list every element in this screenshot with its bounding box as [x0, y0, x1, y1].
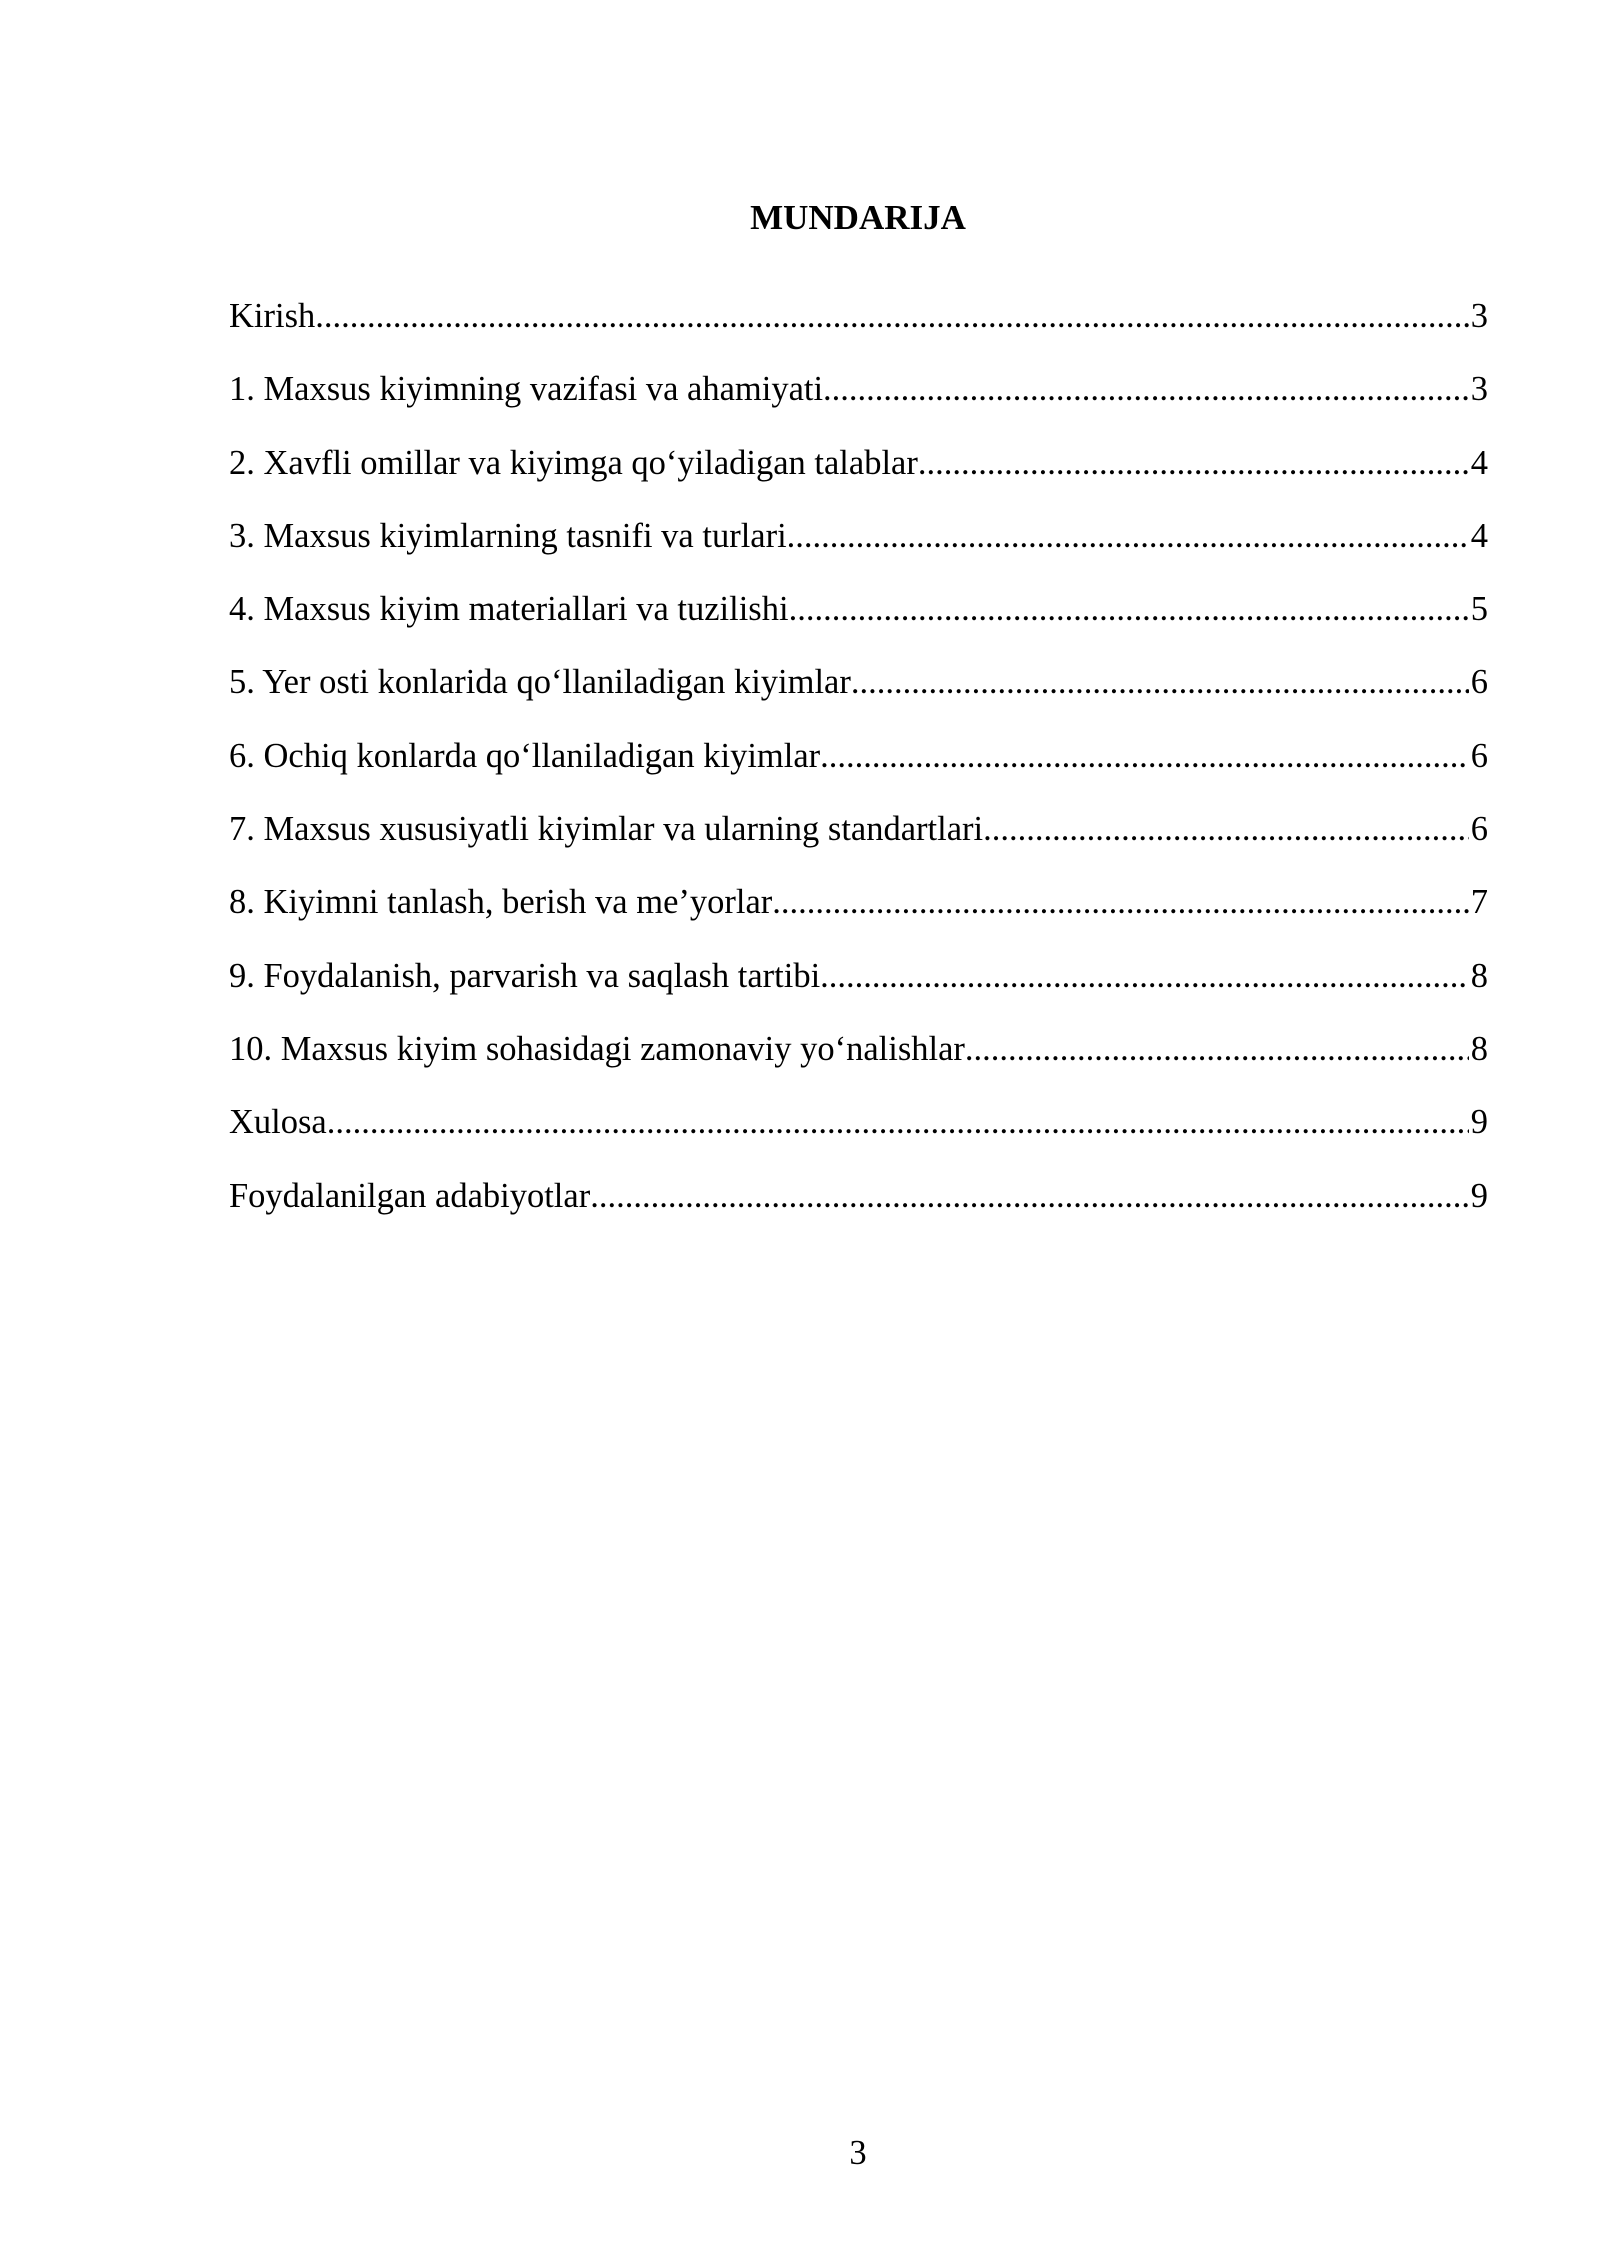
toc-entry-label: Xulosa: [229, 1103, 327, 1142]
toc-entry: [229, 954, 1488, 1027]
toc-entry-page: 9: [1470, 1176, 1488, 1215]
page-number: 3: [849, 2134, 867, 2172]
toc-entry-label: 8. Kiyimni tanlash, berish va me’yorlar: [229, 883, 773, 922]
toc-dot-leader: [965, 1027, 1469, 1071]
toc-entry: [229, 441, 1488, 514]
toc-dot-leader: [918, 441, 1469, 485]
toc-entry-label: 1. Maxsus kiyimning vazifasi va ahamiyati: [229, 370, 824, 409]
toc-entry: [229, 1100, 1488, 1173]
toc-entry-label: 9. Foydalanish, parvarish va saqlash tartibi: [229, 956, 821, 995]
toc-entry: [229, 660, 1488, 733]
toc-entry-label: 2. Xavfli omillar va kiyimga qo‘yiladigan talablar: [229, 443, 918, 482]
toc-entry: [229, 514, 1488, 587]
toc-entry-label: 10. Maxsus kiyim sohasidagi zamonaviy yo‘nalishlar: [229, 1029, 965, 1068]
toc-entry-page: 3: [1470, 370, 1488, 409]
toc-entry: [229, 587, 1488, 660]
toc-entry: [229, 367, 1488, 440]
toc-entry: [229, 880, 1488, 953]
toc-entry-label: 6. Ochiq konlarda qo‘llaniladigan kiyimlar: [229, 736, 821, 775]
toc-entry-page: 6: [1470, 810, 1488, 849]
table-of-contents: [229, 294, 1488, 1247]
toc-entry-label: 7. Maxsus xususiyatli kiyimlar va ularning standartlari: [229, 810, 984, 849]
toc-dot-leader: [327, 1100, 1469, 1144]
toc-dot-leader: [315, 294, 1469, 338]
toc-entry-page: 6: [1470, 736, 1488, 775]
toc-dot-leader: [787, 514, 1469, 558]
toc-dot-leader: [820, 734, 1469, 778]
toc-entry-page: 8: [1470, 956, 1488, 995]
toc-entry-page: 3: [1470, 297, 1488, 335]
toc-entry-label: Foydalanilgan adabiyotlar: [229, 1176, 591, 1215]
toc-entry-label: Kirish: [229, 297, 316, 335]
toc-entry-page: 7: [1470, 883, 1488, 922]
toc-entry-label: 4. Maxsus kiyim materiallari va tuzilishi: [229, 590, 789, 629]
toc-dot-leader: [820, 954, 1469, 998]
toc-entry-page: 4: [1470, 516, 1488, 555]
toc-entry: [229, 1174, 1488, 1247]
toc-entry-page: 8: [1470, 1029, 1488, 1068]
toc-dot-leader: [823, 367, 1469, 411]
toc-entry-page: 4: [1470, 443, 1488, 482]
toc-entry: [229, 294, 1488, 367]
toc-dot-leader: [772, 880, 1469, 924]
toc-entry-page: 5: [1470, 590, 1488, 629]
toc-entry-label: 5. Yer osti konlarida qo‘llaniladigan kiyimlar: [229, 663, 851, 702]
toc-entry-page: 6: [1470, 663, 1488, 702]
toc-dot-leader: [851, 660, 1469, 704]
toc-entry-label: 3. Maxsus kiyimlarning tasnifi va turlari: [229, 516, 787, 555]
page-title: MUNDARIJA: [750, 198, 966, 237]
toc-entry: [229, 734, 1488, 807]
toc-entry-page: 9: [1470, 1103, 1488, 1142]
toc-entry: [229, 807, 1488, 880]
toc-dot-leader: [789, 587, 1469, 631]
toc-dot-leader: [590, 1174, 1469, 1218]
toc-entry: [229, 1027, 1488, 1100]
toc-dot-leader: [983, 807, 1469, 851]
